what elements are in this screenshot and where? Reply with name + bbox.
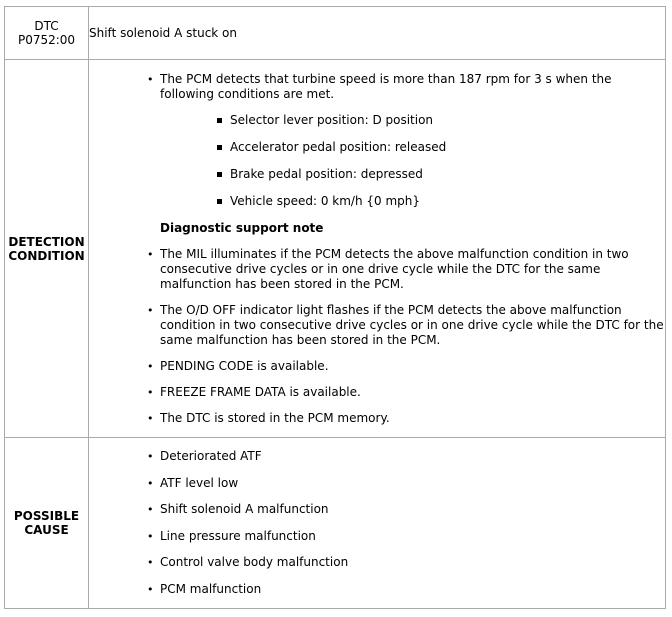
note-text: PENDING CODE is available. xyxy=(160,358,329,373)
cause-text: Control valve body malfunction xyxy=(160,555,349,570)
cause-text: Line pressure malfunction xyxy=(160,528,316,543)
note-text: The MIL illuminates if the PCM detects the above malfunction condition in two consecutive drive cycles or in one drive cycle while the DTC for the same malfunction has been stored in the PCM. xyxy=(160,246,629,291)
note-text: The O/D OFF indicator light flashes if the PCM detects the above malfunction condition in two consecutive drive cycles or in one drive cycle while the DTC for the same malfunction has been stored in the PCM. xyxy=(160,302,664,347)
condition-item xyxy=(230,140,665,155)
condition-text: Selector lever position: D position xyxy=(230,112,434,127)
dtc-code-label: DTC P0752:00 xyxy=(17,19,76,47)
cause-label-cell xyxy=(5,438,89,609)
cause-list xyxy=(89,449,665,597)
cause-item xyxy=(160,449,665,464)
note-item xyxy=(160,303,665,348)
condition-item xyxy=(230,167,665,182)
dtc-description-cell xyxy=(89,7,666,60)
condition-text: Accelerator pedal position: released xyxy=(230,139,447,154)
cause-item xyxy=(160,555,665,570)
condition-text: Brake pedal position: depressed xyxy=(230,166,423,181)
cause-text: ATF level low xyxy=(160,475,239,490)
detection-label: DETECTION CONDITION xyxy=(8,234,85,263)
cause-item xyxy=(160,582,665,597)
cause-row xyxy=(5,438,666,609)
notes-list xyxy=(89,247,665,426)
note-item xyxy=(160,247,665,292)
detection-content-cell xyxy=(89,60,666,438)
detection-row xyxy=(5,60,666,438)
dtc-code-cell xyxy=(5,7,89,60)
condition-text: Vehicle speed: 0 km/h {0 mph} xyxy=(230,193,421,208)
detection-intro-item xyxy=(160,72,665,209)
note-item xyxy=(160,359,665,374)
detection-intro: The PCM detects that turbine speed is more than 187 rpm for 3 s when the following conditions are met. xyxy=(160,71,612,101)
cause-text: Shift solenoid A malfunction xyxy=(160,502,329,517)
cause-text: PCM malfunction xyxy=(160,581,262,596)
cause-text: Deteriorated ATF xyxy=(160,449,262,464)
dtc-table xyxy=(4,6,666,609)
note-text: FREEZE FRAME DATA is available. xyxy=(160,384,361,399)
cause-label: POSSIBLE CAUSE xyxy=(13,509,80,537)
note-item xyxy=(160,385,665,400)
dtc-row xyxy=(5,7,666,60)
condition-item xyxy=(230,194,665,209)
detection-list xyxy=(89,72,665,209)
condition-item xyxy=(230,113,665,128)
cause-item xyxy=(160,529,665,544)
note-item xyxy=(160,411,665,426)
diagnostic-note-title: Diagnostic support note xyxy=(160,220,324,235)
detection-label-cell xyxy=(5,60,89,438)
cause-content-cell xyxy=(89,438,666,609)
condition-list xyxy=(160,113,665,209)
dtc-description: Shift solenoid A stuck on xyxy=(89,26,238,40)
cause-item xyxy=(160,476,665,491)
cause-item xyxy=(160,502,665,517)
note-text: The DTC is stored in the PCM memory. xyxy=(160,410,390,425)
note-wrapper xyxy=(89,221,665,236)
